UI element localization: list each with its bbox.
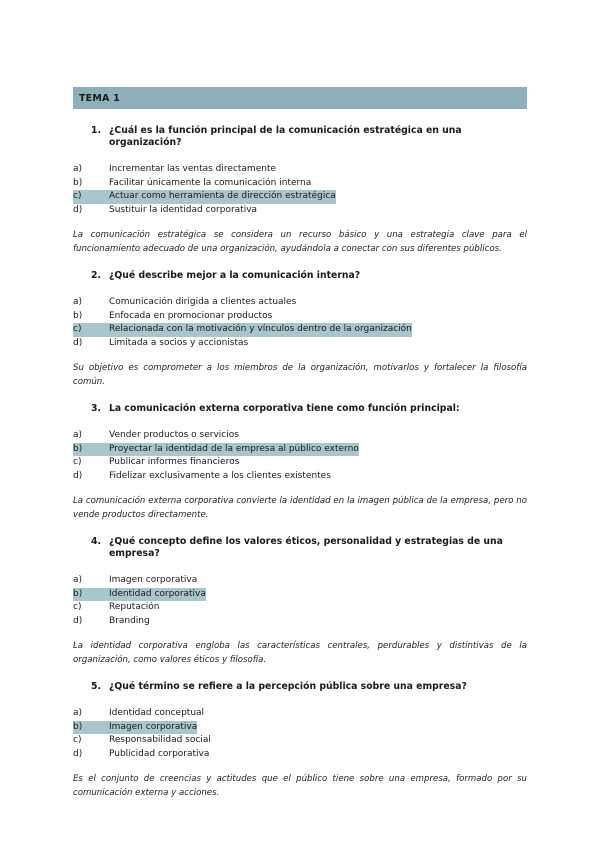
- answer-option: [73, 204, 527, 218]
- option-text: Sustituir la identidad corporativa: [109, 204, 258, 215]
- answer-option: [73, 337, 527, 351]
- option-letter: a): [73, 430, 83, 440]
- answer-option: [73, 310, 527, 324]
- option-letter: c): [73, 191, 82, 201]
- question-text: La comunicación externa corporativa tiene como función principal:: [109, 403, 460, 414]
- option-letter: b): [73, 443, 83, 454]
- answer-option: [73, 296, 527, 310]
- answer-option: [73, 470, 527, 484]
- option-letter: d): [73, 470, 83, 481]
- question-text: ¿Qué concepto define los valores éticos, personalidad y estrategias de una empresa?: [109, 536, 503, 559]
- option-text: Incrementar las ventas directamente: [109, 164, 277, 174]
- option-text: Vender productos o servicios: [109, 430, 239, 440]
- option-text: Publicidad corporativa: [109, 748, 210, 759]
- option-text: Comunicación dirigida a clientes actuales: [109, 297, 297, 307]
- question-title: [73, 270, 527, 282]
- question-number: 1.: [91, 125, 102, 136]
- option-text: Imagen corporativa: [109, 721, 198, 732]
- document-page: [73, 87, 527, 800]
- option-letter: a): [73, 164, 83, 174]
- question-text: ¿Cuál es la función principal de la comunicación estratégica en una organización?: [109, 125, 462, 148]
- answer-option: [73, 748, 527, 762]
- option-letter: b): [73, 310, 83, 321]
- option-text: Branding: [109, 615, 150, 626]
- option-letter: c): [73, 324, 82, 334]
- option-text: Reputación: [109, 602, 160, 612]
- answer-explanation: Es el conjunto de creencias y actitudes que el público tiene sobre una empresa, formado por su comunicación externa y acciones.: [73, 774, 527, 798]
- section-title: TEMA 1: [79, 92, 120, 104]
- question-title: [73, 403, 527, 415]
- option-letter: d): [73, 204, 83, 215]
- question-number: 5.: [91, 681, 102, 692]
- answer-option: [73, 574, 527, 588]
- answer-options: [73, 574, 527, 628]
- answer-explanation: La comunicación estratégica se considera un recurso básico y una estrategia clave para el funcionamiento adecuado de una organización, ayudándola a conectar con sus diferentes públicos.: [73, 230, 527, 254]
- option-letter: a): [73, 297, 83, 307]
- option-text: Publicar informes financieros: [109, 457, 240, 467]
- question-text: ¿Qué describe mejor a la comunicación interna?: [109, 270, 361, 281]
- question-text: ¿Qué término se refiere a la percepción pública sobre una empresa?: [109, 681, 467, 692]
- answer-options: [73, 707, 527, 761]
- answer-option-correct: [73, 323, 527, 337]
- answer-option: [73, 163, 527, 177]
- answer-options: [73, 163, 527, 217]
- answer-explanation: La comunicación externa corporativa convierte la identidad en la imagen pública de la empresa, pero no vende productos directamente.: [73, 496, 527, 520]
- question-number: 2.: [91, 270, 102, 281]
- option-text: Identidad corporativa: [109, 588, 206, 599]
- option-text: Imagen corporativa: [109, 575, 198, 585]
- answer-options: [73, 296, 527, 350]
- option-text: Actuar como herramienta de dirección estratégica: [109, 191, 336, 201]
- question-number: 4.: [91, 536, 102, 547]
- answer-option-correct: [73, 443, 527, 457]
- option-letter: c): [73, 457, 82, 467]
- answer-option-correct: [73, 721, 527, 735]
- answer-option: [73, 734, 527, 748]
- option-text: Responsabilidad social: [109, 735, 211, 745]
- option-text: Facilitar únicamente la comunicación interna: [109, 177, 312, 188]
- answer-explanation: Su objetivo es comprometer a los miembros de la organización, motivarlos y fortalecer la filosofía común.: [73, 363, 527, 387]
- answer-option: [73, 429, 527, 443]
- question-block: [73, 681, 527, 800]
- option-text: Limitada a socios y accionistas: [109, 337, 249, 348]
- answer-option: [73, 456, 527, 470]
- option-letter: a): [73, 708, 83, 718]
- question-title: [73, 681, 527, 693]
- question-block: [73, 403, 527, 522]
- option-letter: b): [73, 588, 83, 599]
- option-letter: c): [73, 735, 82, 745]
- option-text: Enfocada en promocionar productos: [109, 310, 273, 321]
- answer-option: [73, 707, 527, 721]
- question-title: [73, 125, 527, 149]
- answer-option: [73, 177, 527, 191]
- answer-option-correct: [73, 190, 527, 204]
- question-block: [73, 270, 527, 389]
- option-text: Identidad conceptual: [109, 708, 205, 718]
- question-block: [73, 125, 527, 256]
- option-letter: d): [73, 748, 83, 759]
- question-block: [73, 536, 527, 667]
- option-letter: c): [73, 602, 82, 612]
- answer-option: [73, 615, 527, 629]
- option-text: Fidelizar exclusivamente a los clientes existentes: [109, 470, 331, 481]
- option-letter: d): [73, 615, 83, 626]
- option-letter: b): [73, 721, 83, 732]
- question-number: 3.: [91, 403, 102, 414]
- option-text: Relacionada con la motivación y vínculos dentro de la organización: [109, 324, 412, 334]
- answer-explanation: La identidad corporativa engloba las características centrales, perdurables y distintivas de la organización, como valores éticos y filosofía.: [73, 641, 527, 665]
- question-title: [73, 536, 527, 560]
- answer-options: [73, 429, 527, 483]
- answer-option: [73, 601, 527, 615]
- answer-option-correct: [73, 588, 527, 602]
- option-letter: a): [73, 575, 83, 585]
- question-list: [73, 125, 527, 800]
- option-letter: d): [73, 337, 83, 348]
- option-text: Proyectar la identidad de la empresa al público externo: [109, 443, 359, 454]
- option-letter: b): [73, 177, 83, 188]
- section-header: [73, 87, 527, 109]
